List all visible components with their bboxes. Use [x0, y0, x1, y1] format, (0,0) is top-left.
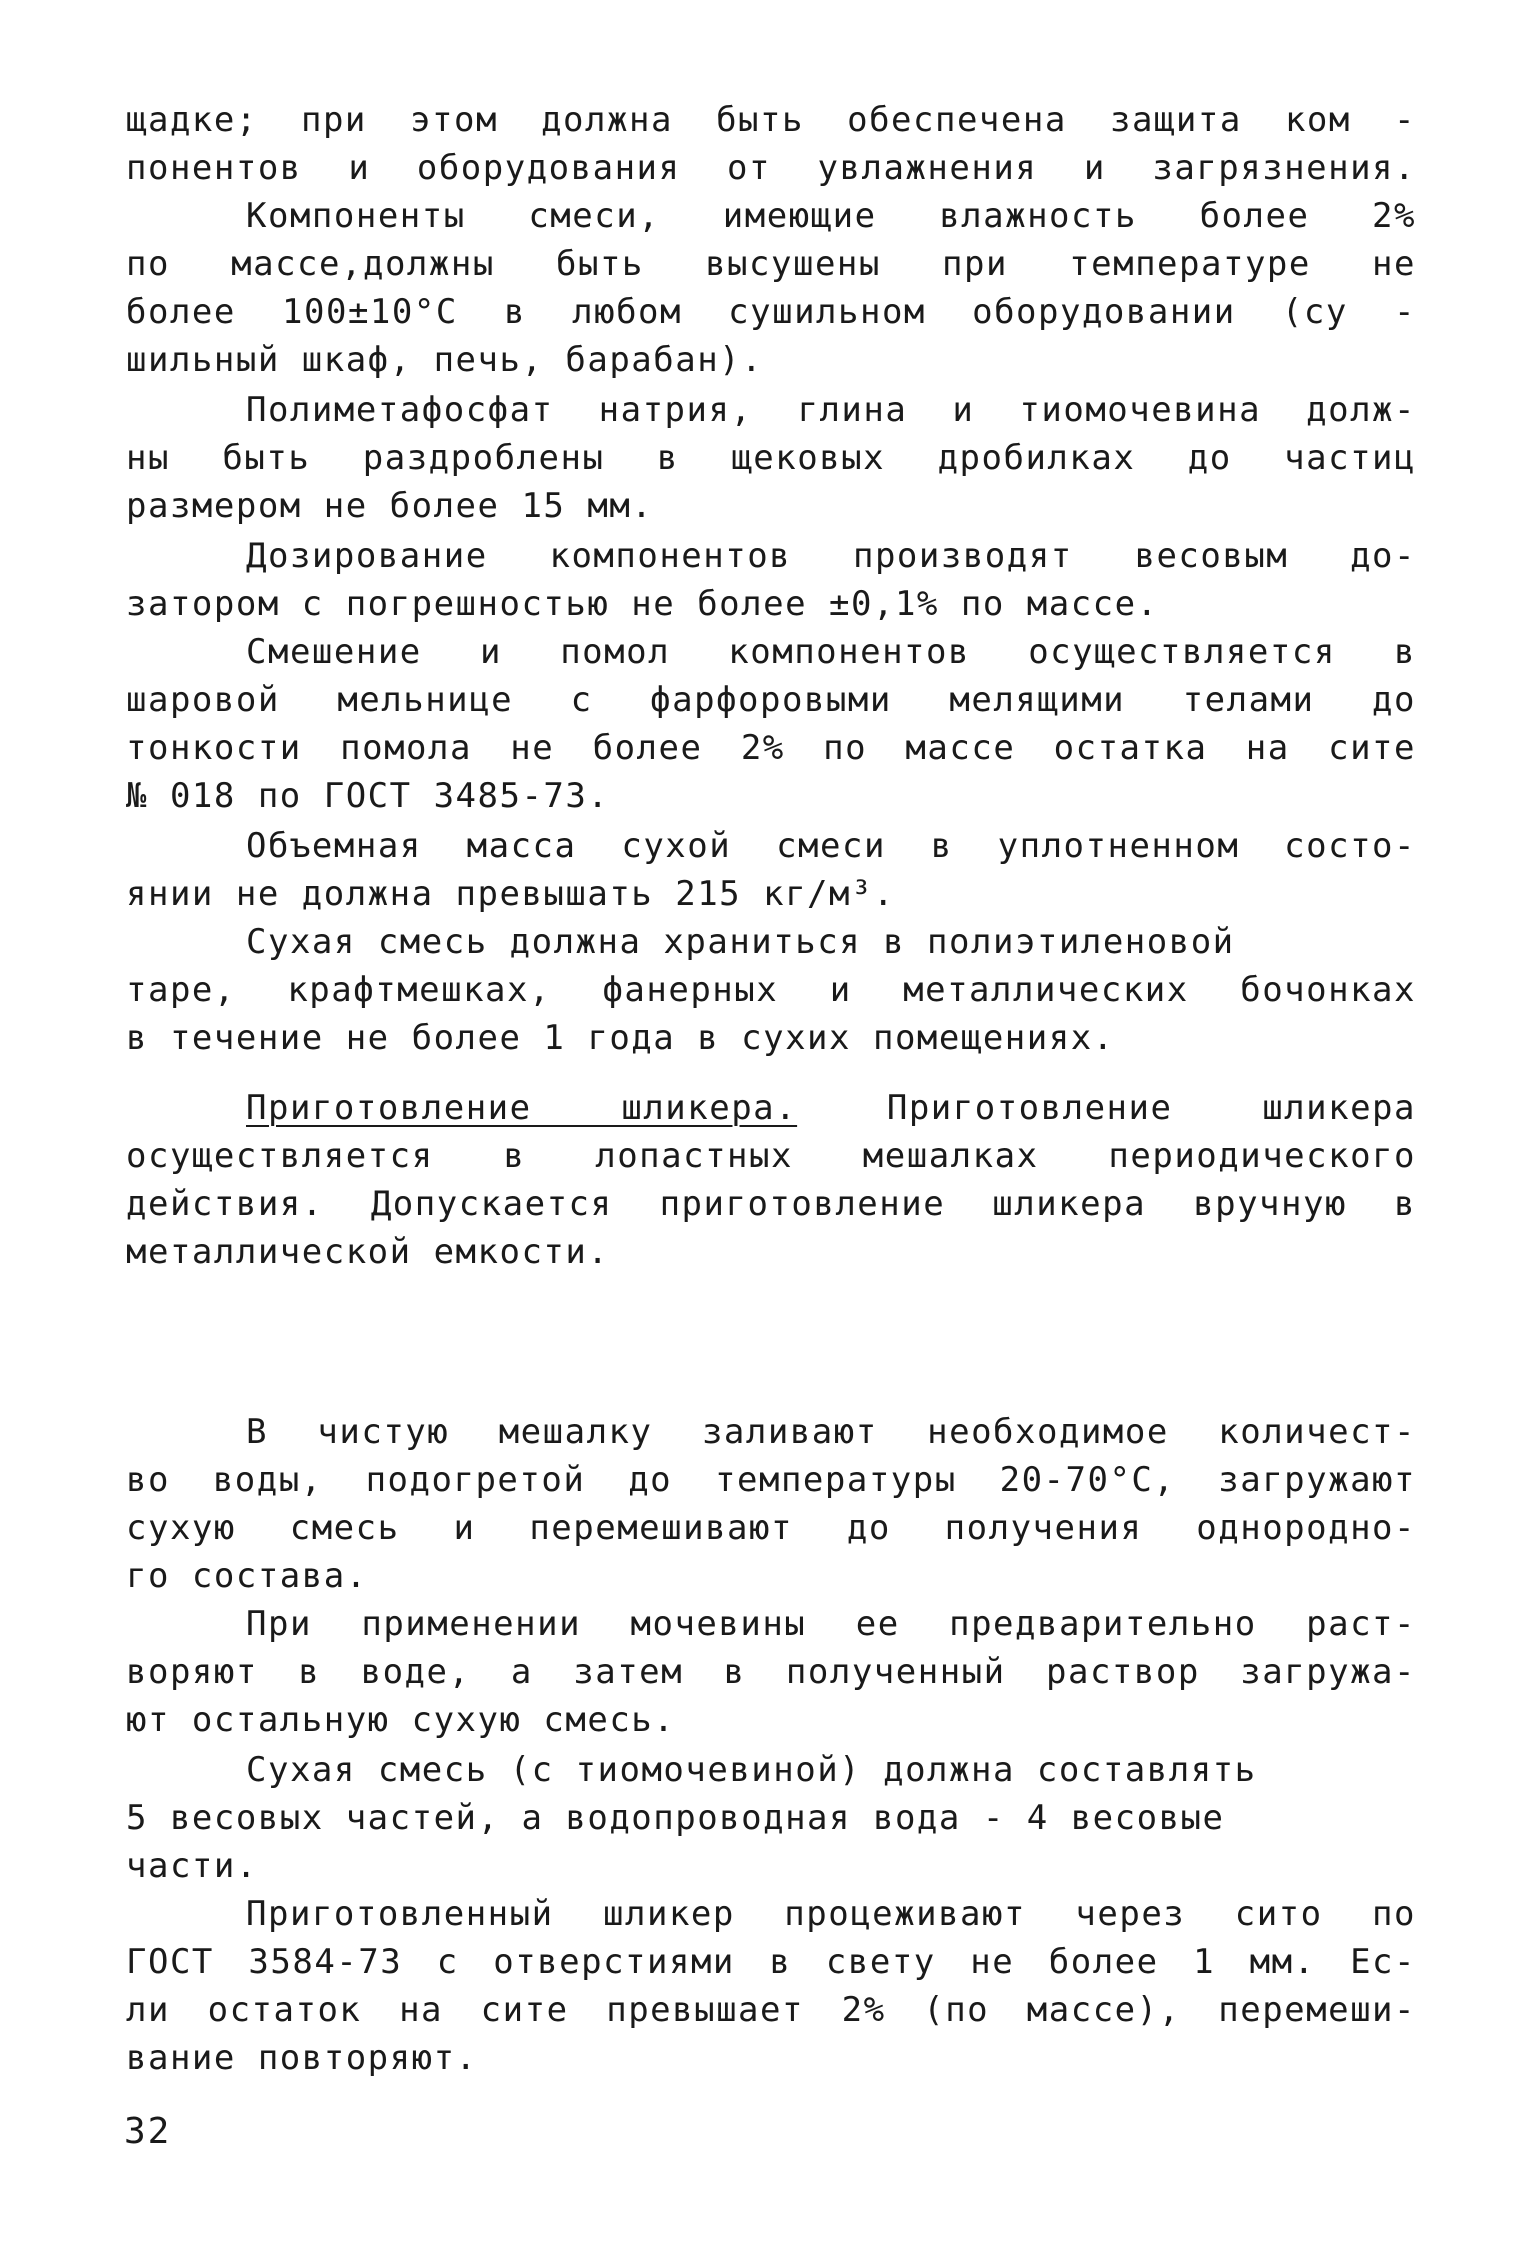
text-line: Полиметафосфат натрия, глина и тиомочевина долж-	[246, 390, 1416, 430]
page-number: 32	[124, 2111, 172, 2152]
text-line: Объемная масса сухой смеси в уплотненном состо-	[246, 826, 1416, 866]
text-line: тонкости помола не более 2% по массе остатка на сите	[126, 728, 1416, 768]
text-line: металлической емкости.	[126, 1232, 610, 1272]
text-line: При применении мочевины ее предварительно раст-	[246, 1604, 1416, 1644]
text-line: Сухая смесь (с тиомочевиной) должна составлять	[246, 1750, 1257, 1790]
text-line: шаровой мельнице с фарфоровыми мелящими телами до	[126, 680, 1416, 720]
text-line: ют остальную сухую смесь.	[126, 1700, 676, 1740]
text-line: 5 весовых частей, а водопроводная вода - 4 весовые	[126, 1798, 1225, 1838]
text-line: во воды, подогретой до температуры 20-70°С, загружают	[126, 1460, 1416, 1500]
section-lead-text: Приготовление шликера	[886, 1088, 1416, 1128]
text-line: затором с погрешностью не более ±0,1% по массе.	[126, 584, 1159, 624]
text-line: более 100±10°С в любом сушильном оборудовании (су -	[126, 292, 1416, 332]
text-line: щадке; при этом должна быть обеспечена защита ком -	[126, 100, 1416, 140]
text-line: Смешение и помол компонентов осуществляется в	[246, 632, 1416, 672]
text-line: ны быть раздроблены в щековых дробилках до частиц	[126, 438, 1416, 478]
text-line: ли остаток на сите превышает 2% (по массе), перемеши-	[126, 1990, 1416, 2030]
text-line: го состава.	[126, 1556, 368, 1596]
text-line: сухую смесь и перемешивают до получения однородно-	[126, 1508, 1416, 1548]
text-line: В чистую мешалку заливают необходимое количест-	[246, 1412, 1416, 1452]
text-line: части.	[126, 1846, 258, 1886]
section-heading-line	[246, 1088, 1416, 1132]
text-line: Приготовленный шликер процеживают через сито по	[246, 1894, 1416, 1934]
section-heading: Приготовление шликера.	[246, 1088, 798, 1128]
text-line: вание повторяют.	[126, 2038, 478, 2078]
text-line: по массе,должны быть высушены при температуре не	[126, 244, 1416, 284]
text-line: янии не должна превышать 215 кг/м³.	[126, 874, 895, 914]
text-line: таре, крафтмешках, фанерных и металлических бочонках	[126, 970, 1416, 1010]
text-line: ГОСТ 3584-73 с отверстиями в свету не более 1 мм. Ес-	[126, 1942, 1416, 1982]
text-line: действия. Допускается приготовление шликера вручную в	[126, 1184, 1416, 1224]
text-line: понентов и оборудования от увлажнения и загрязнения.	[126, 148, 1416, 188]
text-line: в течение не более 1 года в сухих помещениях.	[126, 1018, 1115, 1058]
text-line: воряют в воде, а затем в полученный раствор загружа-	[126, 1652, 1416, 1692]
text-line: Дозирование компонентов производят весовым до-	[246, 536, 1416, 576]
text-line: № 018 по ГОСТ 3485-73.	[126, 776, 610, 816]
text-line: размером не более 15 мм.	[126, 486, 654, 526]
text-line: Сухая смесь должна храниться в полиэтиленовой	[246, 922, 1235, 962]
text-line: Компоненты смеси, имеющие влажность более 2%	[246, 196, 1416, 236]
text-line: шильный шкаф, печь, барабан).	[126, 340, 764, 380]
text-line: осуществляется в лопастных мешалках периодического	[126, 1136, 1416, 1176]
